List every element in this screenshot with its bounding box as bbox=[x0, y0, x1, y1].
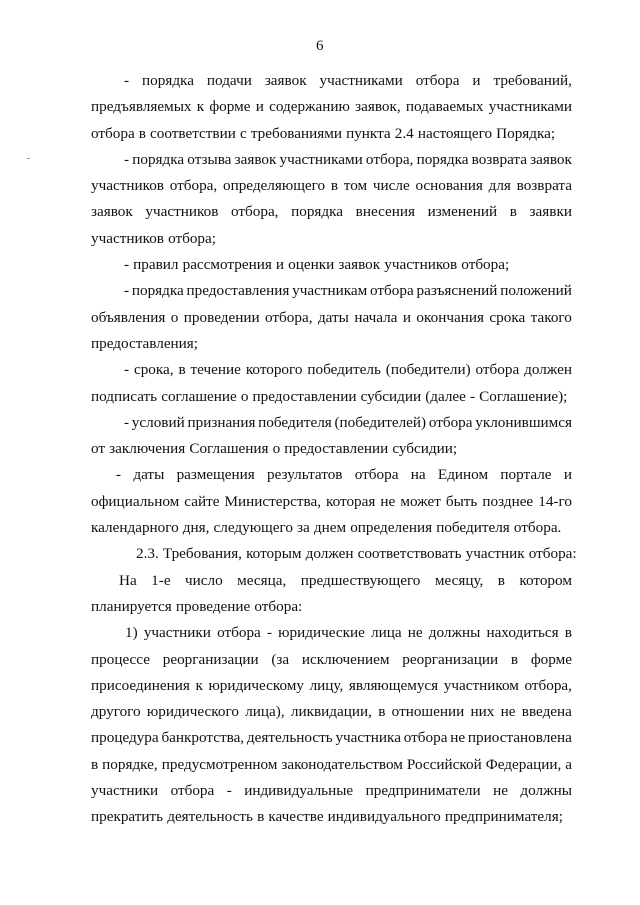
word: Федерации, bbox=[485, 755, 562, 773]
word: за bbox=[297, 519, 310, 537]
word: с bbox=[239, 124, 247, 142]
word: от bbox=[91, 440, 106, 458]
word: Соглашение); bbox=[479, 387, 568, 405]
word: должен bbox=[305, 545, 354, 563]
word: приостановлена bbox=[467, 729, 572, 747]
word: условий bbox=[131, 413, 185, 431]
word: результатов bbox=[267, 466, 343, 484]
word: возврата bbox=[516, 177, 572, 195]
word: о bbox=[272, 440, 281, 458]
word: котором bbox=[519, 571, 572, 589]
word: в bbox=[138, 124, 146, 142]
word: в bbox=[497, 571, 505, 589]
word: проведение bbox=[175, 597, 251, 615]
word: деятельность bbox=[167, 808, 253, 826]
word: 14-го bbox=[538, 492, 572, 510]
text-line bbox=[91, 252, 572, 278]
word: отбора bbox=[91, 124, 135, 142]
word: Соглашения bbox=[189, 440, 269, 458]
word: ликвидации, bbox=[290, 703, 372, 721]
word: может bbox=[400, 492, 441, 510]
word: - bbox=[470, 387, 476, 405]
word: планируется bbox=[91, 597, 172, 615]
text-line bbox=[91, 725, 572, 751]
word: отбора bbox=[415, 72, 460, 89]
word: подписать bbox=[91, 387, 158, 405]
word: позднее bbox=[482, 492, 534, 510]
word: на bbox=[410, 466, 426, 484]
word: положений bbox=[500, 282, 572, 300]
word: соглашение bbox=[161, 387, 237, 405]
text-line bbox=[91, 673, 572, 699]
word: порядка bbox=[416, 150, 469, 168]
word: портале bbox=[500, 466, 552, 484]
word: и bbox=[275, 256, 285, 274]
text-line bbox=[91, 94, 572, 120]
word: отбора bbox=[217, 624, 261, 642]
word: отбора, bbox=[524, 676, 572, 694]
word: определяющего bbox=[222, 177, 326, 195]
word: заявки bbox=[529, 203, 572, 221]
word: определения bbox=[350, 519, 433, 537]
word: числе bbox=[372, 177, 410, 195]
word: порядке, bbox=[102, 755, 158, 773]
word: порядка bbox=[131, 282, 184, 300]
word: 2.3. bbox=[136, 545, 159, 563]
word: лица), bbox=[245, 703, 285, 721]
word: должны bbox=[428, 624, 481, 642]
word: заявок bbox=[530, 150, 572, 168]
word: заявок bbox=[234, 150, 277, 168]
word: банкротства, bbox=[161, 729, 245, 747]
text-line bbox=[91, 278, 572, 304]
word: порядка bbox=[132, 150, 185, 168]
word: - bbox=[124, 72, 130, 89]
word: отбора, bbox=[231, 203, 279, 221]
word: предоставлении bbox=[252, 387, 357, 405]
word: реорганизации bbox=[402, 650, 499, 668]
word: месяца, bbox=[237, 571, 287, 589]
word: такого bbox=[530, 308, 572, 326]
word: не bbox=[500, 703, 516, 721]
word: заявок bbox=[264, 72, 307, 89]
word: предусмотренном bbox=[161, 755, 278, 773]
word: - bbox=[226, 782, 232, 800]
word: индивидуального bbox=[327, 808, 441, 826]
word: процедура bbox=[91, 729, 159, 747]
word: предприниматели bbox=[365, 782, 481, 800]
text-line bbox=[91, 384, 572, 410]
text-line bbox=[91, 489, 572, 515]
word: Требования, bbox=[162, 545, 242, 563]
word: а bbox=[565, 755, 572, 773]
word: - bbox=[124, 150, 130, 168]
word: лицу, bbox=[309, 676, 344, 694]
word: введена bbox=[521, 703, 572, 721]
word: отбора bbox=[370, 282, 414, 300]
text-line bbox=[91, 357, 572, 383]
word: Едином bbox=[437, 466, 489, 484]
text-line bbox=[91, 541, 577, 567]
word: участниками bbox=[279, 150, 363, 168]
word: исключением bbox=[301, 650, 390, 668]
word: порядка bbox=[291, 203, 344, 221]
text-line bbox=[91, 752, 572, 778]
word: участниками bbox=[488, 98, 572, 116]
word: в bbox=[564, 624, 572, 642]
word: находиться bbox=[486, 624, 559, 642]
word: заключения bbox=[109, 440, 186, 458]
word: предшествующего bbox=[300, 571, 421, 589]
word: (далее bbox=[425, 387, 466, 405]
word: порядка bbox=[142, 72, 194, 89]
word: индивидуальные bbox=[244, 782, 354, 800]
margin-mark bbox=[27, 158, 30, 159]
word: участников bbox=[91, 229, 164, 247]
word: отбора; bbox=[168, 229, 216, 247]
text-line bbox=[91, 515, 572, 541]
word: заявок, bbox=[355, 98, 401, 116]
word: соответствии bbox=[150, 124, 236, 142]
word: - bbox=[124, 413, 130, 431]
word: 2.4 bbox=[394, 124, 414, 142]
word: (победителей) bbox=[334, 413, 427, 431]
word: На bbox=[119, 571, 137, 589]
word: сайте bbox=[184, 492, 220, 510]
word: даты bbox=[133, 466, 165, 484]
text-line bbox=[91, 647, 572, 673]
word: о bbox=[170, 308, 179, 326]
text-line bbox=[91, 121, 572, 147]
word: правил bbox=[133, 256, 179, 274]
word: форме bbox=[530, 650, 572, 668]
word: законодательством bbox=[281, 755, 403, 773]
text-line bbox=[91, 778, 572, 804]
text-line bbox=[91, 199, 572, 225]
word: заявок bbox=[338, 256, 381, 274]
word: Министерства, bbox=[224, 492, 321, 510]
word: деятельность bbox=[246, 729, 333, 747]
word: оценки bbox=[288, 256, 335, 274]
text-line bbox=[91, 147, 572, 173]
word: число bbox=[185, 571, 223, 589]
word: о bbox=[240, 387, 249, 405]
word: начала bbox=[354, 308, 398, 326]
word: отзыва bbox=[187, 150, 232, 168]
word: предоставлении bbox=[284, 440, 389, 458]
word: следующего bbox=[213, 519, 293, 537]
text-line bbox=[91, 436, 572, 462]
word: для bbox=[488, 177, 511, 195]
word: требований, bbox=[493, 72, 572, 89]
word: юридического bbox=[146, 703, 239, 721]
text-line bbox=[91, 305, 572, 331]
word: участников bbox=[91, 177, 164, 195]
word: - bbox=[124, 361, 130, 379]
word: 1) bbox=[125, 624, 138, 642]
word: юридическому bbox=[208, 676, 304, 694]
word: дня, bbox=[182, 519, 210, 537]
word: Российской bbox=[406, 755, 482, 773]
word: предоставления; bbox=[91, 334, 199, 352]
word: участники bbox=[91, 782, 159, 800]
word: не bbox=[380, 492, 396, 510]
word: и bbox=[563, 466, 572, 484]
page-number: 6 bbox=[316, 38, 324, 54]
word: требованиями bbox=[250, 124, 342, 142]
word: должен bbox=[524, 361, 572, 379]
word: проведении bbox=[183, 308, 260, 326]
word: победителя bbox=[258, 413, 332, 431]
text-line bbox=[91, 331, 572, 357]
word: изменений bbox=[427, 203, 498, 221]
word: в bbox=[330, 177, 339, 195]
text-line bbox=[91, 568, 572, 594]
word: - bbox=[116, 466, 122, 484]
word: содержанию bbox=[269, 98, 350, 116]
text-line bbox=[91, 173, 572, 199]
word: отбора bbox=[403, 729, 448, 747]
word: должны bbox=[520, 782, 572, 800]
word: в bbox=[257, 808, 265, 826]
word: отбора, bbox=[365, 150, 414, 168]
word: (победители) bbox=[385, 361, 471, 379]
word: днем bbox=[313, 519, 347, 537]
word: участников bbox=[384, 256, 458, 274]
word: заявок bbox=[91, 203, 133, 221]
word: отбора, bbox=[265, 308, 313, 326]
word: настоящего bbox=[417, 124, 493, 142]
word: другого bbox=[91, 703, 141, 721]
word: юридические bbox=[278, 624, 365, 642]
word: в bbox=[509, 203, 517, 221]
word: отношении bbox=[391, 703, 465, 721]
word: объявления bbox=[91, 308, 166, 326]
word: размещения bbox=[176, 466, 255, 484]
text-line bbox=[91, 620, 572, 646]
word: официальном bbox=[91, 492, 180, 510]
word: к bbox=[196, 98, 205, 116]
word: отбора bbox=[475, 361, 520, 379]
word: подачи bbox=[206, 72, 252, 89]
word: них bbox=[470, 703, 495, 721]
word: не bbox=[450, 729, 466, 747]
word: предъявляемых bbox=[91, 98, 192, 116]
word: течение bbox=[190, 361, 241, 379]
word: участников bbox=[145, 203, 219, 221]
word: предоставления bbox=[186, 282, 290, 300]
text-line bbox=[91, 699, 572, 725]
word: прекратить bbox=[91, 808, 164, 826]
word: субсидии bbox=[360, 387, 422, 405]
word: календарного bbox=[91, 519, 179, 537]
word: участника bbox=[335, 729, 401, 747]
word: победитель bbox=[307, 361, 381, 379]
word: участником bbox=[443, 676, 519, 694]
word: отбора: bbox=[528, 545, 577, 563]
word: процессе bbox=[91, 650, 150, 668]
word: признания bbox=[187, 413, 256, 431]
word: которого bbox=[245, 361, 303, 379]
word: качестве bbox=[268, 808, 324, 826]
word: в bbox=[178, 361, 186, 379]
word: отбора: bbox=[254, 597, 303, 615]
word: которая bbox=[326, 492, 376, 510]
word: не bbox=[493, 782, 508, 800]
word: срока bbox=[489, 308, 526, 326]
word: являющемуся bbox=[348, 676, 439, 694]
word: участниками bbox=[319, 72, 403, 89]
word: в bbox=[378, 703, 386, 721]
word: лица bbox=[370, 624, 402, 642]
word: окончания bbox=[416, 308, 484, 326]
word: отбора. bbox=[513, 519, 562, 537]
word: участникам bbox=[292, 282, 368, 300]
word: не bbox=[407, 624, 423, 642]
word: (за bbox=[271, 650, 290, 668]
text-line bbox=[91, 410, 572, 436]
word: в bbox=[510, 650, 519, 668]
word: разъяснений bbox=[416, 282, 498, 300]
word: - bbox=[124, 282, 130, 300]
word: победителя bbox=[436, 519, 510, 537]
text-line bbox=[91, 804, 572, 830]
word: и bbox=[402, 308, 411, 326]
word: возврата bbox=[471, 150, 527, 168]
word: в bbox=[91, 755, 99, 773]
word: соответствовать bbox=[357, 545, 462, 563]
text-line bbox=[91, 462, 572, 488]
word: подаваемых bbox=[405, 98, 484, 116]
word: уклонившимся bbox=[475, 413, 572, 431]
word: форме bbox=[209, 98, 251, 116]
word: и bbox=[472, 72, 481, 89]
text-line bbox=[91, 594, 572, 620]
word: месяцу, bbox=[434, 571, 484, 589]
word: и bbox=[255, 98, 264, 116]
word: даты bbox=[317, 308, 349, 326]
word: участник bbox=[465, 545, 525, 563]
word: которым bbox=[246, 545, 302, 563]
word: к bbox=[195, 676, 203, 694]
word: - bbox=[266, 624, 272, 642]
word: быть bbox=[445, 492, 478, 510]
word: - bbox=[124, 256, 130, 274]
word: отбора, bbox=[169, 177, 218, 195]
text-line bbox=[91, 68, 572, 94]
word: субсидии; bbox=[392, 440, 458, 458]
word: отбора bbox=[170, 782, 215, 800]
word: отбора bbox=[354, 466, 399, 484]
word: том bbox=[343, 177, 368, 195]
word: основания bbox=[415, 177, 483, 195]
word: пункта bbox=[346, 124, 391, 142]
word: Порядка; bbox=[496, 124, 556, 142]
word: присоединения bbox=[91, 676, 190, 694]
word: участники bbox=[143, 624, 211, 642]
word: рассмотрения bbox=[182, 256, 272, 274]
word: срока, bbox=[133, 361, 174, 379]
word: внесения bbox=[355, 203, 415, 221]
text-line bbox=[91, 226, 572, 252]
body-text bbox=[91, 68, 577, 831]
word: реорганизации bbox=[162, 650, 259, 668]
word: предпринимателя; bbox=[444, 808, 563, 826]
word: 1-е bbox=[151, 571, 171, 589]
word: отбора bbox=[428, 413, 473, 431]
word: отбора; bbox=[461, 256, 510, 274]
